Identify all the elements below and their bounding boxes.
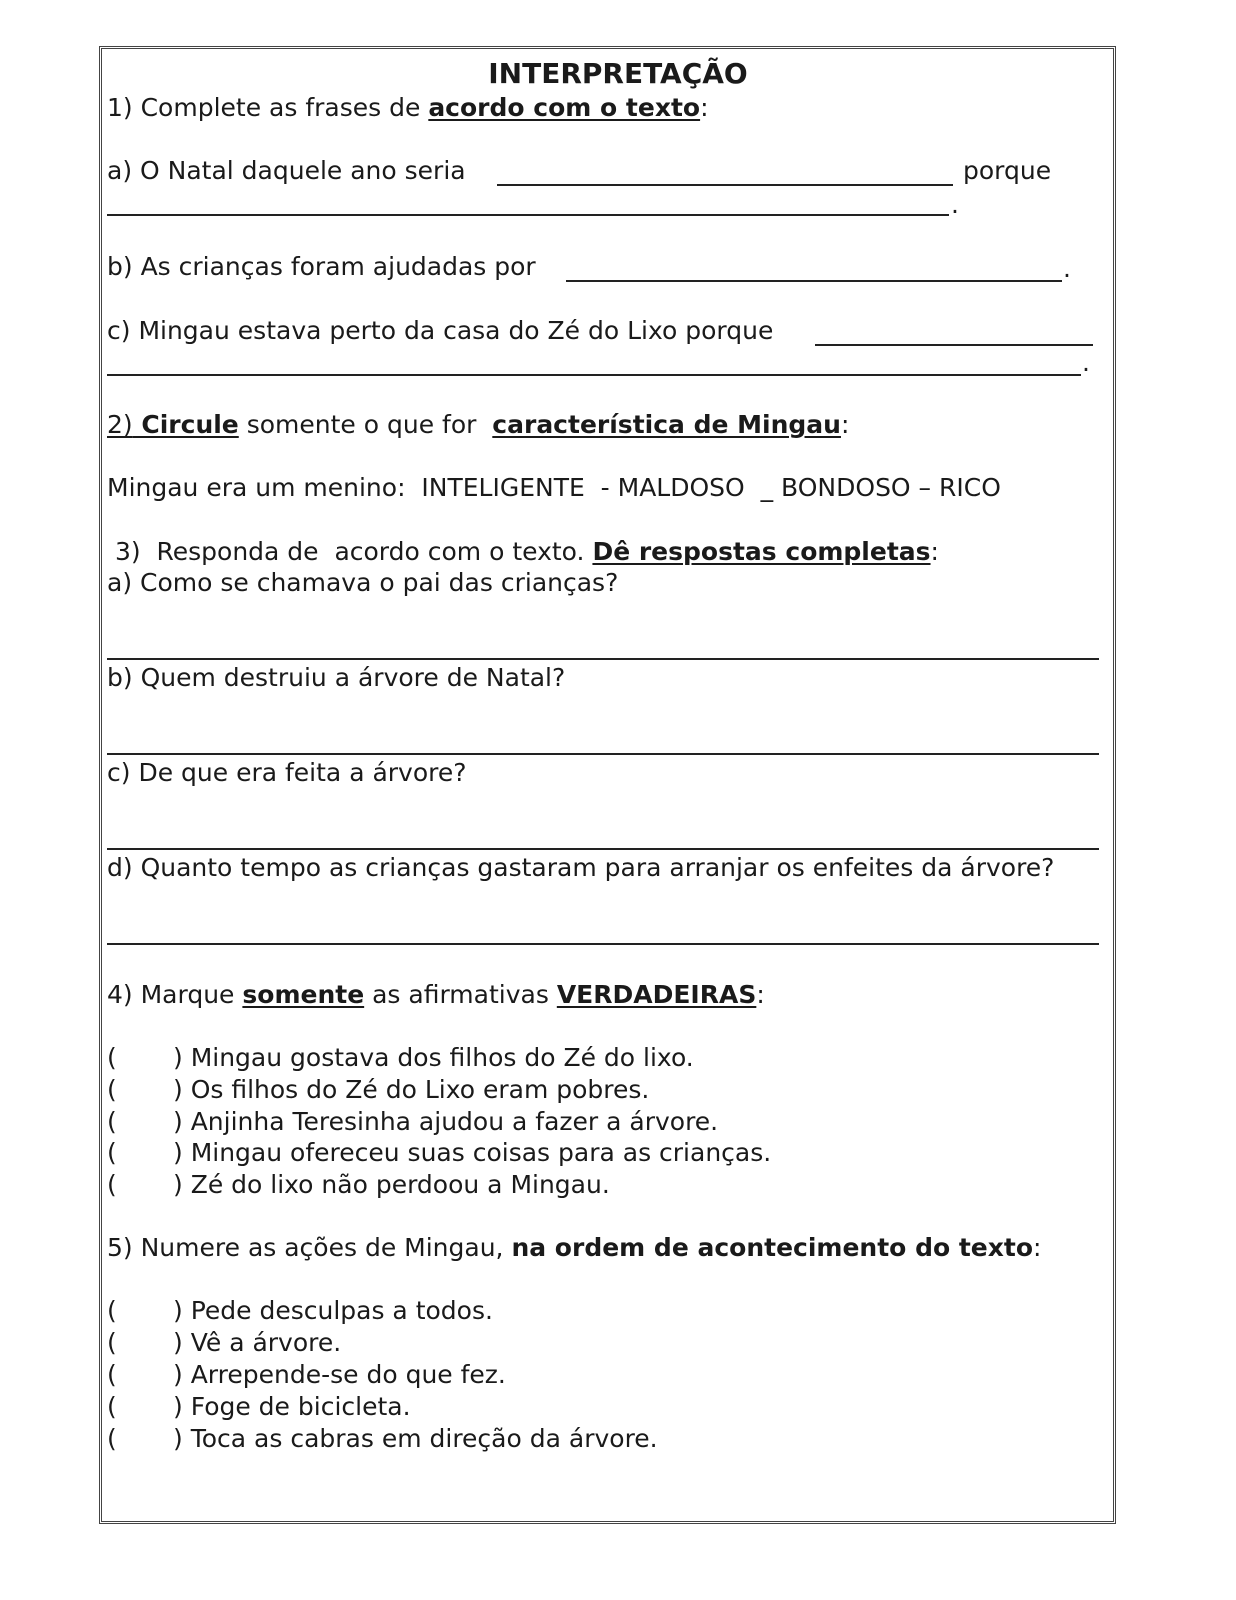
q5-number-box[interactable]: ( [107,1360,117,1389]
q4-intro: 4) Marque somente as afirmativas VERDADEIRAS: [107,980,765,1009]
q3-question-a: a) Como se chamava o pai das crianças? [107,568,619,597]
q3-answer-line-d[interactable] [107,943,1099,945]
q1-c-text: c) Mingau estava perto da casa do Zé do Lixo porque [107,316,774,345]
q3-emphasis: Dê respostas completas [592,537,931,566]
q5-item[interactable]: ( ) Vê a árvore. [107,1328,342,1357]
q2-options-line: Mingau era um menino: INTELIGENTE - MALDOSO _ BONDOSO – RICO [107,473,1001,502]
q4-checkbox[interactable]: ( [107,1075,117,1104]
q4-item[interactable]: ( ) Anjinha Teresinha ajudou a fazer a árvore. [107,1107,719,1136]
q1-b-text: b) As crianças foram ajudadas por [107,252,536,281]
q4-checkbox[interactable]: ( [107,1107,117,1136]
q2-intro: 2) Circule somente o que for característica de Mingau: [107,410,850,439]
q5-item[interactable]: ( ) Foge de bicicleta. [107,1392,411,1421]
q3-answer-line-b[interactable] [107,753,1099,755]
q1-intro-emphasis: acordo com o texto [428,93,701,122]
page-title: INTERPRETAÇÃO [488,57,748,90]
q1-c-period: . [1082,348,1090,377]
q1-c-blank-1[interactable] [815,344,1093,346]
q1-a-period: . [951,190,959,219]
q5-item[interactable]: ( ) Toca as cabras em direção da árvore. [107,1424,658,1453]
q4-emphasis-somente: somente [242,980,365,1009]
q1-a-text: a) O Natal daquele ano seria [107,156,466,185]
q4-item[interactable]: ( ) Os filhos do Zé do Lixo eram pobres. [107,1075,650,1104]
q4-emphasis-verdadeiras: VERDADEIRAS [556,980,757,1009]
q5-number-box[interactable]: ( [107,1424,117,1453]
q3-intro: 3) Responda de acordo com o texto. Dê respostas completas: [107,537,939,566]
q1-c-blank-2[interactable] [107,374,1081,376]
q3-answer-line-c[interactable] [107,848,1099,850]
q4-item[interactable]: ( ) Mingau ofereceu suas coisas para as crianças. [107,1138,772,1167]
q5-item[interactable]: ( ) Pede desculpas a todos. [107,1296,493,1325]
q5-intro: 5) Numere as ações de Mingau, na ordem de acontecimento do texto: [107,1233,1042,1262]
q3-question-d: d) Quanto tempo as crianças gastaram para arranjar os enfeites da árvore? [107,853,1055,882]
q4-item[interactable]: ( ) Zé do lixo não perdoou a Mingau. [107,1170,610,1199]
q2-emphasis: característica de Mingau [492,410,841,439]
q5-number-box[interactable]: ( [107,1296,117,1325]
q3-answer-line-a[interactable] [107,658,1099,660]
q1-a-blank-1[interactable] [497,184,953,186]
q1-b-period: . [1063,254,1071,283]
q1-b-blank[interactable] [566,280,1062,282]
q4-checkbox[interactable]: ( [107,1043,117,1072]
q3-question-b: b) Quem destruiu a árvore de Natal? [107,663,566,692]
q1-a-blank-2[interactable] [107,214,949,216]
q5-number-box[interactable]: ( [107,1392,117,1421]
q5-item[interactable]: ( ) Arrepende-se do que fez. [107,1360,506,1389]
q2-circule: Circule [132,410,239,439]
q4-item[interactable]: ( ) Mingau gostava dos filhos do Zé do lixo. [107,1043,694,1072]
q3-question-c: c) De que era feita a árvore? [107,758,467,787]
q4-checkbox[interactable]: ( [107,1138,117,1167]
q5-number-box[interactable]: ( [107,1328,117,1357]
q1-a-porque: porque [963,156,1052,185]
q4-checkbox[interactable]: ( [107,1170,117,1199]
q1-intro: 1) Complete as frases de acordo com o texto: [107,93,709,122]
q5-emphasis: na ordem de acontecimento do texto [511,1233,1033,1262]
